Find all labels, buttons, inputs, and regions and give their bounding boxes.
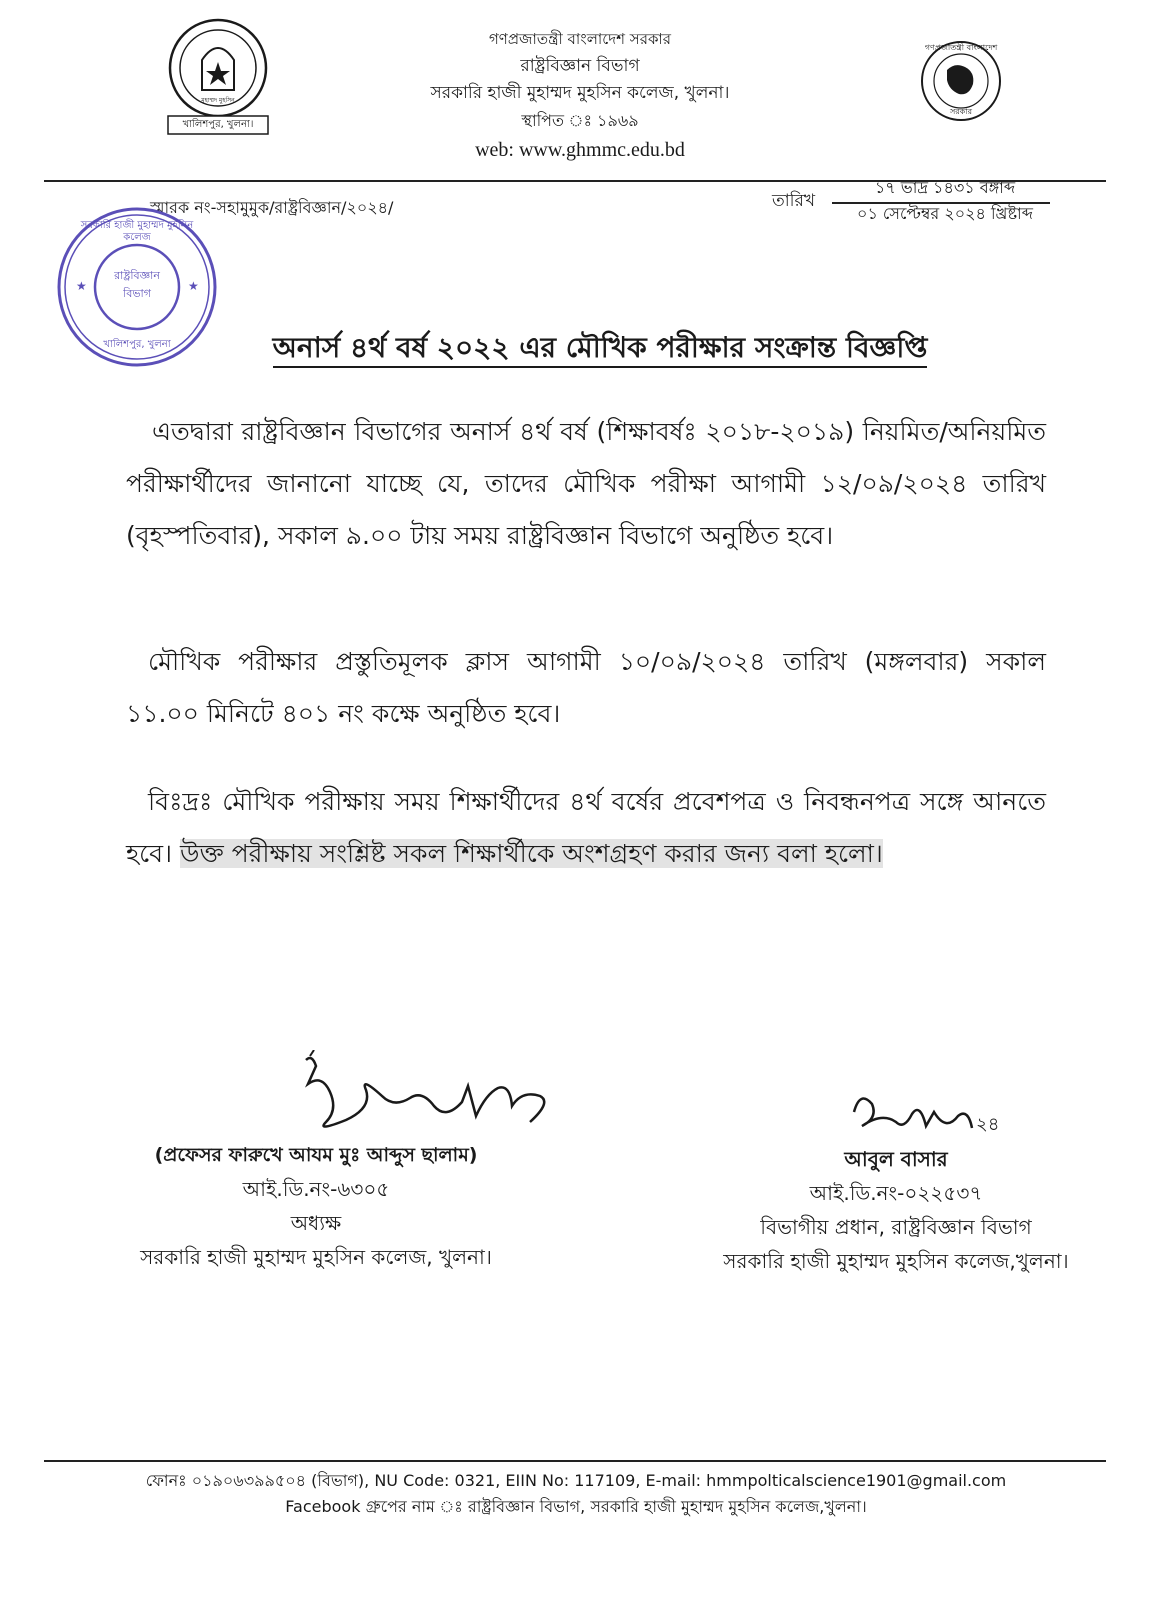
government-seal-top-text: গণপ্রজাতন্ত্রী বাংলাদেশ bbox=[924, 43, 998, 52]
website: web: www.ghmmc.edu.bd bbox=[475, 139, 685, 161]
principal-signature bbox=[286, 1050, 556, 1142]
principal-designation: অধ্যক্ষ bbox=[290, 1211, 342, 1235]
svg-text:★: ★ bbox=[76, 279, 87, 293]
note-requirements: বিঃদ্রঃ মৌখিক পরীক্ষায় সময় শিক্ষার্থীদের ৪র্থ বর্ষের প্রবেশপত্র ও নিবন্ধনপত্র সঙ্গে আনতে হবে। bbox=[126, 787, 1046, 868]
letterhead bbox=[380, 26, 780, 166]
college-name: সরকারি হাজী মুহাম্মদ মুহসিন কলেজ, খুলনা। bbox=[430, 83, 730, 103]
principal-id: আই.ডি.নং-৬৩০৫ bbox=[242, 1177, 390, 1201]
footer-contact: ফোনঃ ০১৯০৬৩৯৯৫০৪ (বিভাগ), NU Code: 0321, EIIN No: 117109, E-mail: hmmpolticalscience1901@gmail.com bbox=[145, 1471, 1007, 1490]
paragraph-exam-schedule: এতদ্বারা রাষ্ট্রবিজ্ঞান বিভাগের অনার্স ৪র্থ বর্ষ (শিক্ষাবর্ষঃ ২০১৮-২০১৯) নিয়মিত/অনিয়মিত পরীক্ষার্থীদের জানানো যাচ্ছে যে, তাদের মৌখিক পরীক্ষা আগামী ১২/০৯/২০২৪ তারিখ (বৃহস্পতিবার), সকাল ৯.০০ টায় সময় রাষ্ট্রবিজ্ঞান বিভাগে অনুষ্ঠিত হবে। bbox=[126, 417, 1046, 550]
principal-block bbox=[116, 1138, 516, 1274]
principal-name: (প্রফেসর ফারুখে আযম মুঃ আব্দুস ছালাম) bbox=[154, 1144, 478, 1166]
footer-facebook: Facebook গ্রুপের নাম ঃ রাষ্ট্রবিজ্ঞান বিভাগ, সরকারি হাজী মুহাম্মদ মুহসিন কলেজ,খুলনা। bbox=[285, 1497, 867, 1516]
department-stamp-center-line1: রাষ্ট্রবিজ্ঞান bbox=[114, 269, 160, 282]
college-logo-inner-text: মুহাম্মদ মুহসিন bbox=[201, 97, 235, 104]
date-english: ০১ সেপ্টেম্বর ২০২৪ খ্রিষ্টাব্দ bbox=[857, 204, 1033, 223]
department-head-signature bbox=[842, 1082, 1012, 1148]
department-head-designation: বিভাগীয় প্রধান, রাষ্ট্রবিজ্ঞান বিভাগ bbox=[760, 1215, 1032, 1239]
college-logo bbox=[162, 18, 274, 136]
department-stamp-bottom-text: খালিশপুর, খুলনা bbox=[103, 339, 171, 350]
government-seal bbox=[913, 40, 1009, 122]
department-head-id: আই.ডি.নং-০২২৫৩৭ bbox=[809, 1181, 983, 1205]
svg-text:★: ★ bbox=[188, 279, 199, 293]
department-stamp-ring-text: সরকারি হাজী মুহাম্মদ মুহসিন কলেজ bbox=[80, 220, 194, 243]
svg-text:২৪: ২৪ bbox=[976, 1114, 1000, 1135]
college-logo-caption: খালিশপুর, খুলনা। bbox=[182, 119, 254, 130]
department-head-name: আবুল বাসার bbox=[844, 1147, 948, 1171]
principal-institution: সরকারি হাজী মুহাম্মদ মুহসিন কলেজ, খুলনা। bbox=[140, 1245, 492, 1269]
department-name: রাষ্ট্রবিজ্ঞান বিভাগ bbox=[520, 56, 640, 76]
notice-title-text: অনার্স ৪র্থ বর্ষ ২০২২ এর মৌখিক পরীক্ষার সংক্রান্ত বিজ্ঞপ্তি bbox=[273, 331, 928, 368]
note-participation: উক্ত পরীক্ষায় সংশ্লিষ্ট সকল শিক্ষার্থীকে অংশগ্রহণ করার জন্য বলা হলো। bbox=[180, 839, 883, 868]
memo-reference: স্মারক নং-সহামুমুক/রাষ্ট্রবিজ্ঞান/২০২৪/ bbox=[150, 198, 394, 217]
paragraph-note bbox=[126, 776, 1046, 880]
established-year: স্থাপিত ঃ ১৯৬৯ bbox=[521, 111, 639, 130]
department-head-institution: সরকারি হাজী মুহাম্মদ মুহসিন কলেজ,খুলনা। bbox=[723, 1249, 1069, 1273]
govt-name: গণপ্রজাতন্ত্রী বাংলাদেশ সরকার bbox=[488, 30, 672, 48]
date-label: তারিখ bbox=[772, 191, 816, 211]
department-head-block bbox=[698, 1142, 1094, 1278]
government-seal-bottom-text: সরকার bbox=[949, 107, 972, 116]
footer-divider bbox=[44, 1460, 1106, 1462]
notice-title bbox=[160, 326, 1040, 370]
date-bangla: ১৭ ভাদ্র ১৪৩১ বঙ্গাব্দ bbox=[874, 178, 1016, 197]
paragraph-preparatory-class: মৌখিক পরীক্ষার প্রস্তুতিমূলক ক্লাস আগামী ১০/০৯/২০২৪ তারিখ (মঙ্গলবার) সকাল ১১.০০ মিনিটে ৪০১ নং কক্ষে অনুষ্ঠিত হবে। bbox=[126, 647, 1046, 728]
department-stamp-center-line2: বিভাগ bbox=[123, 287, 151, 300]
